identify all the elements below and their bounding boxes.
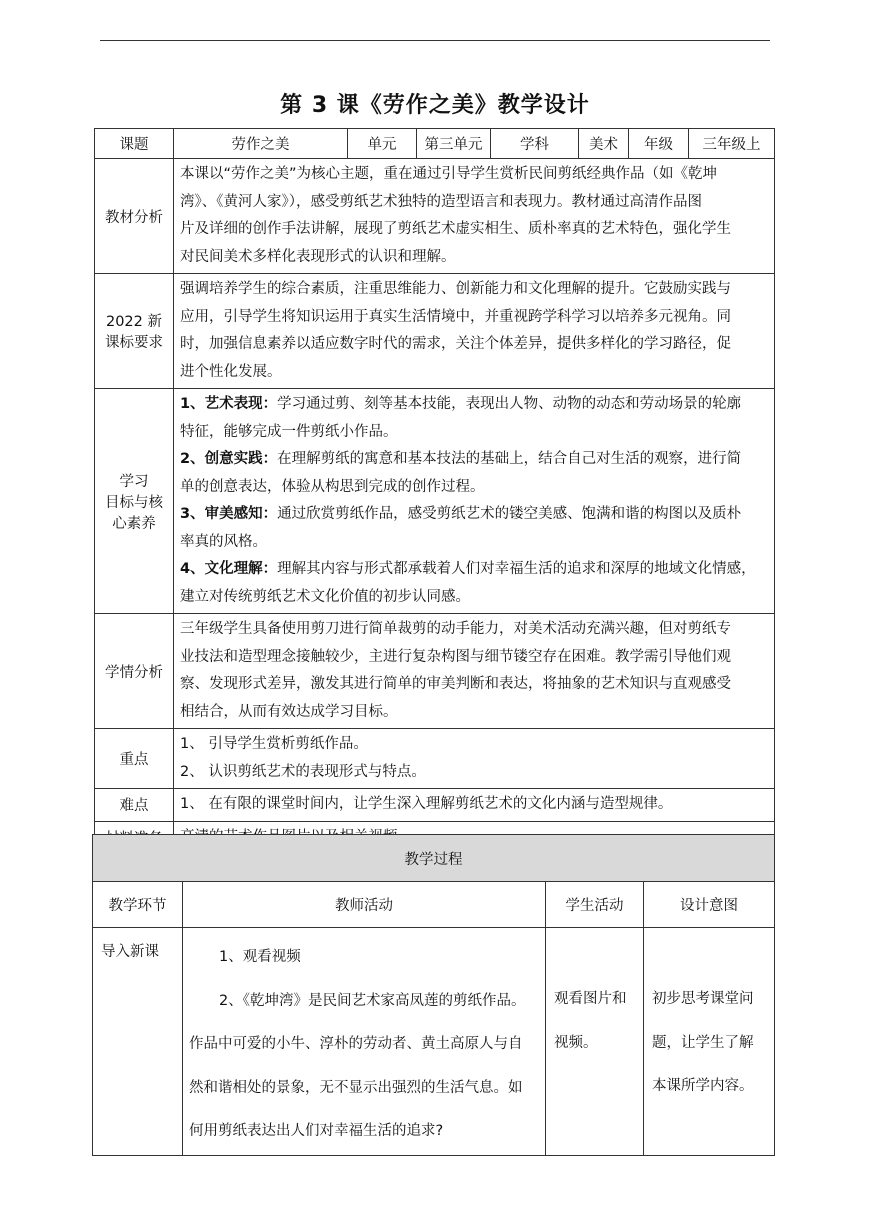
goal-text: 特征，能够完成一件剪纸小作品。 xyxy=(180,423,398,440)
process-header-row xyxy=(93,835,775,882)
difficulty-row xyxy=(95,789,775,822)
intent-line: 初步思考课堂问 xyxy=(652,991,754,1007)
analysis-text xyxy=(174,159,775,274)
goal-text: 率真的风格。 xyxy=(180,533,267,550)
standard-line: 强调培养学生的综合素质，注重思维能力、创新能力和文化理解的提升。它鼓励实践与 xyxy=(180,281,731,297)
goal-item xyxy=(180,556,768,584)
goal-text: 建立对传统剪纸艺术文化价值的初步认同感。 xyxy=(180,588,470,605)
goals-label-line: 心素养 xyxy=(112,515,156,532)
standard-line: 时，加强信息素养以适应数字时代的需求，关注个体差异，提供多样化的学习路径，促 xyxy=(180,336,731,352)
standard-row xyxy=(95,274,775,389)
goal-item xyxy=(180,501,768,529)
process-columns-row xyxy=(93,882,775,928)
subject-label: 学科 xyxy=(491,129,579,159)
analysis-line: 片及详细的创作手法讲解，展现了剪纸艺术虚实相生、质朴率真的艺术特色，强化学生 xyxy=(180,221,731,237)
standard-label xyxy=(95,274,174,389)
goals-row xyxy=(95,389,775,614)
key-line: 1、 引导学生赏析剪纸作品。 xyxy=(180,736,368,752)
teacher-line: 作品中可爱的小牛、淳朴的劳动者、黄土高原人与自 xyxy=(189,1036,523,1052)
column-teacher: 教师活动 xyxy=(183,882,546,928)
stage-cell: 导入新课 xyxy=(93,928,183,1156)
goal-text: 理解其内容与形式都承载着人们对幸福生活的追求和深厚的地域文化情感， xyxy=(277,561,756,577)
process-header: 教学过程 xyxy=(93,835,775,882)
key-label: 重点 xyxy=(95,729,174,789)
goal-text: 单的创意表达，体验从构思到完成的创作过程。 xyxy=(180,478,485,495)
analysis-line: 对民间美术多样化表现形式的认识和理解。 xyxy=(180,248,456,265)
difficulty-label: 难点 xyxy=(95,789,174,822)
subject-value: 美术 xyxy=(579,129,629,159)
students-line: 察、发现形式差异，激发其进行简单的审美判断和表达，将抽象的艺术知识与直观感受 xyxy=(180,676,731,692)
goal-text: 在理解剪纸的寓意和基本技法的基础上，结合自己对生活的观察，进行简 xyxy=(277,451,742,467)
students-line: 三年级学生具备使用剪刀进行简单裁剪的动手能力，对美术活动充满兴趣，但对剪纸专 xyxy=(180,621,731,637)
grade-value: 三年级上 xyxy=(689,129,775,159)
goal-item xyxy=(180,446,768,474)
goal-heading: 1、艺术表现： xyxy=(180,396,278,412)
standard-text xyxy=(174,274,775,389)
key-row xyxy=(95,729,775,789)
unit-value: 第三单元 xyxy=(417,129,491,159)
column-intent: 设计意图 xyxy=(644,882,775,928)
standard-line: 进个性化发展。 xyxy=(180,363,282,380)
teaching-process-table xyxy=(92,834,775,1156)
info-row xyxy=(95,129,775,159)
goals-label-line: 学习 xyxy=(119,473,149,490)
column-stage: 教学环节 xyxy=(93,882,183,928)
analysis-label: 教材分析 xyxy=(95,159,174,274)
lesson-info-table xyxy=(94,128,775,854)
goal-heading: 3、审美感知： xyxy=(180,506,278,522)
student-line: 视频。 xyxy=(554,1034,598,1051)
process-row xyxy=(93,928,775,1156)
standard-label-line: 2022 新 xyxy=(105,314,162,330)
analysis-line: 本课以“劳作之美”为核心主题，重在通过引导学生赏析民间剪纸经典作品（如《乾坤 xyxy=(180,166,718,182)
teacher-line: 2、《乾坤湾》是民间艺术家高凤莲的剪纸作品。 xyxy=(219,992,526,1009)
analysis-line: 湾》、《黄河人家》），感受剪纸艺术独特的造型语言和表现力。教材通过高清作品图 xyxy=(180,193,702,210)
topic-label: 课题 xyxy=(95,129,174,159)
unit-label: 单元 xyxy=(348,129,417,159)
goals-text xyxy=(174,389,775,614)
student-line: 观看图片和 xyxy=(554,991,627,1007)
goal-item xyxy=(180,391,768,419)
design-intent xyxy=(644,928,775,1156)
goals-label xyxy=(95,389,174,614)
intent-line: 本课所学内容。 xyxy=(652,1078,754,1094)
goal-text: 通过欣赏剪纸作品，感受剪纸艺术的镂空美感、饱满和谐的构图以及质朴 xyxy=(277,506,742,522)
student-activity xyxy=(546,928,644,1156)
teacher-activity xyxy=(183,928,546,1156)
goal-heading: 2、创意实践： xyxy=(180,451,278,467)
header-rule xyxy=(100,40,770,41)
students-line: 相结合，从而有效达成学习目标。 xyxy=(180,703,398,720)
key-text xyxy=(174,729,775,789)
teacher-line: 然和谐相处的景象，无不显示出强烈的生活气息。如 xyxy=(189,1079,523,1096)
topic-value: 劳作之美 xyxy=(174,129,348,159)
grade-label: 年级 xyxy=(629,129,689,159)
goal-text: 学习通过剪、刻等基本技能，表现出人物、动物的动态和劳动场景的轮廓 xyxy=(277,396,742,412)
teacher-line: 何用剪纸表达出人们对幸福生活的追求? xyxy=(189,1123,444,1139)
standard-label-line: 课标要求 xyxy=(105,335,163,351)
key-line: 2、 认识剪纸艺术的表现形式与特点。 xyxy=(180,763,426,780)
column-student: 学生活动 xyxy=(546,882,644,928)
difficulty-text: 1、 在有限的课堂时间内，让学生深入理解剪纸艺术的文化内涵与造型规律。 xyxy=(174,789,775,822)
intent-line: 题，让学生了解 xyxy=(652,1034,754,1051)
standard-line: 应用，引导学生将知识运用于真实生活情境中，并重视跨学科学习以培养多元视角。同 xyxy=(180,308,731,325)
students-label: 学情分析 xyxy=(95,614,174,729)
analysis-row xyxy=(95,159,775,274)
students-line: 业技法和造型理念接触较少，主进行复杂构图与细节镂空存在困难。教学需引导他们观 xyxy=(180,648,731,665)
students-row xyxy=(95,614,775,729)
goal-heading: 4、文化理解： xyxy=(180,561,278,577)
goals-label-line: 目标与核 xyxy=(105,494,163,511)
students-text xyxy=(174,614,775,729)
document-title: 第 3 课《劳作之美》教学设计 xyxy=(280,93,590,118)
teacher-line: 1、观看视频 xyxy=(219,949,301,965)
